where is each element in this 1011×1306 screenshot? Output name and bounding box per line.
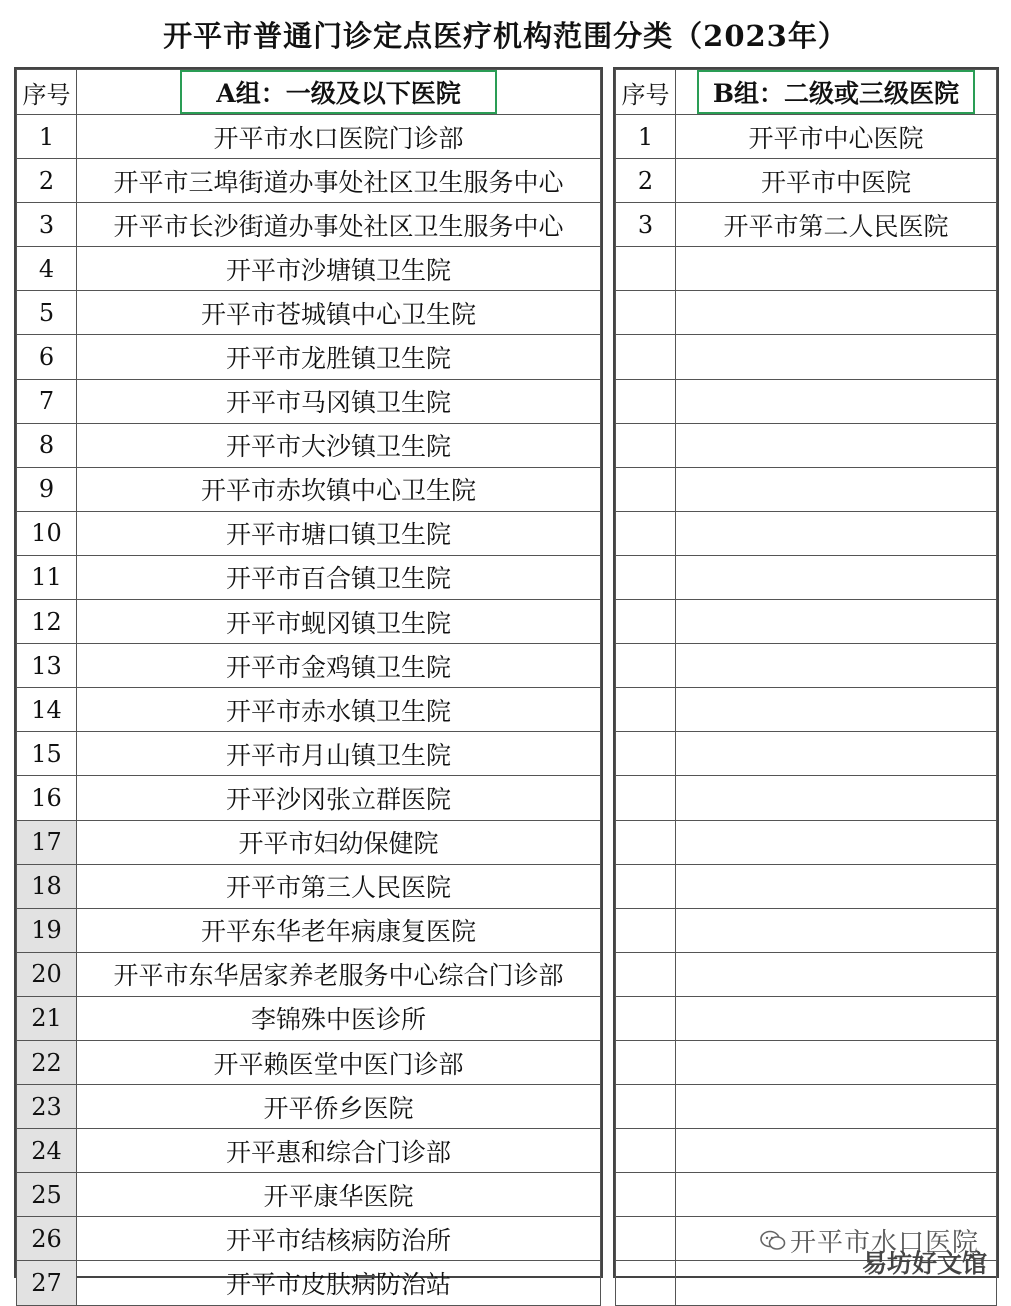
row-institution-name [676, 820, 997, 864]
table-row [17, 291, 601, 335]
row-institution-name [676, 555, 997, 599]
group-a-header-label: A组：一级及以下医院 [216, 79, 461, 108]
table-row [616, 732, 997, 776]
table-row [17, 688, 601, 732]
row-institution-name: 开平沙冈张立群医院 [77, 776, 601, 820]
row-number: 14 [17, 688, 77, 732]
row-institution-name: 开平市沙塘镇卫生院 [77, 247, 601, 291]
group-b-col-num-header: 序号 [616, 70, 676, 115]
row-institution-name: 开平市赤水镇卫生院 [77, 688, 601, 732]
table-row [616, 1129, 997, 1173]
table-row [17, 335, 601, 379]
table-row [17, 732, 601, 776]
table-row [616, 820, 997, 864]
row-number [616, 1173, 676, 1217]
row-number: 4 [17, 247, 77, 291]
wechat-icon [760, 1229, 786, 1259]
row-number: 2 [616, 159, 676, 203]
row-institution-name [676, 1129, 997, 1173]
table-row [616, 776, 997, 820]
group-a-table [14, 67, 603, 1299]
table-row [17, 1173, 601, 1217]
table-row [616, 1173, 997, 1217]
row-number [616, 776, 676, 820]
table-row [616, 115, 997, 159]
table-row [616, 1040, 997, 1084]
row-institution-name [676, 864, 997, 908]
row-institution-name: 开平市长沙街道办事处社区卫生服务中心 [77, 203, 601, 247]
row-number: 8 [17, 423, 77, 467]
row-number: 19 [17, 908, 77, 952]
row-institution-name [676, 996, 997, 1040]
row-institution-name: 开平市大沙镇卫生院 [77, 423, 601, 467]
row-number: 18 [17, 864, 77, 908]
row-number: 20 [17, 952, 77, 996]
table-row [17, 864, 601, 908]
row-number [616, 555, 676, 599]
table-row [17, 820, 601, 864]
row-institution-name: 开平市蚬冈镇卫生院 [77, 600, 601, 644]
row-number: 2 [17, 159, 77, 203]
row-institution-name: 开平市妇幼保健院 [77, 820, 601, 864]
row-institution-name: 开平侨乡医院 [77, 1085, 601, 1129]
row-number [616, 291, 676, 335]
table-row [17, 952, 601, 996]
row-institution-name [676, 732, 997, 776]
row-number: 13 [17, 644, 77, 688]
table-row [17, 203, 601, 247]
table-row [17, 1085, 601, 1129]
table-row [616, 644, 997, 688]
table-row [616, 555, 997, 599]
row-institution-name: 开平市第三人民医院 [77, 864, 601, 908]
row-number: 12 [17, 600, 77, 644]
row-number [616, 379, 676, 423]
row-number: 7 [17, 379, 77, 423]
row-number: 15 [17, 732, 77, 776]
row-number: 1 [616, 115, 676, 159]
table-row [17, 600, 601, 644]
row-number: 10 [17, 511, 77, 555]
row-institution-name: 开平市中心医院 [676, 115, 997, 159]
row-number: 22 [17, 1040, 77, 1084]
row-institution-name: 开平市第二人民医院 [676, 203, 997, 247]
row-institution-name [676, 688, 997, 732]
row-number [616, 511, 676, 555]
table-row [17, 1129, 601, 1173]
row-number: 17 [17, 820, 77, 864]
row-number: 9 [17, 467, 77, 511]
row-institution-name: 开平市皮肤病防治站 [77, 1261, 601, 1305]
row-number [616, 732, 676, 776]
row-institution-name [676, 423, 997, 467]
row-institution-name [676, 335, 997, 379]
row-institution-name: 开平市东华居家养老服务中心综合门诊部 [77, 952, 601, 996]
row-number: 3 [17, 203, 77, 247]
row-institution-name: 开平市金鸡镇卫生院 [77, 644, 601, 688]
table-row [17, 423, 601, 467]
row-number [616, 1040, 676, 1084]
row-number [616, 688, 676, 732]
row-institution-name: 开平惠和综合门诊部 [77, 1129, 601, 1173]
row-institution-name [676, 467, 997, 511]
row-number [616, 247, 676, 291]
table-row [17, 159, 601, 203]
row-number: 23 [17, 1085, 77, 1129]
table-row [616, 996, 997, 1040]
table-row [616, 600, 997, 644]
row-number [616, 600, 676, 644]
group-a-col-num-header: 序号 [17, 70, 77, 115]
row-institution-name [676, 379, 997, 423]
table-row [17, 555, 601, 599]
row-institution-name [676, 1173, 997, 1217]
page-title: 开平市普通门诊定点医疗机构范围分类（2023年） [163, 19, 848, 53]
row-number: 24 [17, 1129, 77, 1173]
table-row [17, 996, 601, 1040]
row-number: 16 [17, 776, 77, 820]
table-row [616, 379, 997, 423]
row-institution-name [676, 247, 997, 291]
row-institution-name: 开平市百合镇卫生院 [77, 555, 601, 599]
table-row [616, 1085, 997, 1129]
row-number [616, 1085, 676, 1129]
row-institution-name: 李锦殊中医诊所 [77, 996, 601, 1040]
row-number [616, 467, 676, 511]
row-institution-name [676, 776, 997, 820]
row-number [616, 644, 676, 688]
row-institution-name [676, 1085, 997, 1129]
group-a-header-box [180, 70, 496, 114]
table-row [616, 467, 997, 511]
row-institution-name: 开平市马冈镇卫生院 [77, 379, 601, 423]
row-institution-name: 开平市龙胜镇卫生院 [77, 335, 601, 379]
table-row [17, 776, 601, 820]
table-row [17, 115, 601, 159]
row-number: 6 [17, 335, 77, 379]
table-row [17, 1040, 601, 1084]
table-row [616, 688, 997, 732]
row-number [616, 335, 676, 379]
row-institution-name [676, 511, 997, 555]
row-institution-name: 开平市水口医院门诊部 [77, 115, 601, 159]
row-number: 25 [17, 1173, 77, 1217]
row-number [616, 908, 676, 952]
row-institution-name [676, 644, 997, 688]
row-number: 27 [17, 1261, 77, 1305]
row-institution-name: 开平康华医院 [77, 1173, 601, 1217]
watermark-line2: 易坊好文馆 [862, 1249, 988, 1278]
group-b-table [613, 67, 999, 1278]
table-row [616, 864, 997, 908]
row-institution-name: 开平市月山镇卫生院 [77, 732, 601, 776]
row-institution-name [676, 952, 997, 996]
row-institution-name [676, 908, 997, 952]
table-row [17, 644, 601, 688]
table-row [17, 1261, 601, 1305]
group-a-name-header [77, 70, 601, 115]
table-row [616, 423, 997, 467]
row-number [616, 820, 676, 864]
table-row [17, 1217, 601, 1261]
row-number [616, 1261, 676, 1305]
row-number: 3 [616, 203, 676, 247]
row-institution-name [676, 1040, 997, 1084]
row-number: 26 [17, 1217, 77, 1261]
row-number: 21 [17, 996, 77, 1040]
row-institution-name: 开平市三埠街道办事处社区卫生服务中心 [77, 159, 601, 203]
row-number [616, 1129, 676, 1173]
table-row [616, 159, 997, 203]
row-number: 1 [17, 115, 77, 159]
table-row [616, 247, 997, 291]
table-row [17, 467, 601, 511]
row-institution-name: 开平市结核病防治所 [77, 1217, 601, 1261]
group-b-header-row [616, 70, 997, 115]
table-row [17, 908, 601, 952]
row-institution-name: 开平东华老年病康复医院 [77, 908, 601, 952]
row-institution-name: 开平市苍城镇中心卫生院 [77, 291, 601, 335]
group-b-name-header [676, 70, 997, 115]
table-row [616, 908, 997, 952]
group-a-header-row [17, 70, 601, 115]
table-row [616, 291, 997, 335]
row-institution-name: 开平市赤坎镇中心卫生院 [77, 467, 601, 511]
row-number [616, 423, 676, 467]
group-b-header-label: B组：二级或三级医院 [712, 79, 960, 108]
row-institution-name: 开平赖医堂中医门诊部 [77, 1040, 601, 1084]
row-institution-name: 开平市塘口镇卫生院 [77, 511, 601, 555]
table-row [616, 203, 997, 247]
table-row [616, 335, 997, 379]
row-institution-name: 开平市中医院 [676, 159, 997, 203]
group-b-header-box [697, 70, 975, 114]
table-row [17, 247, 601, 291]
row-number [616, 1217, 676, 1261]
table-row [616, 511, 997, 555]
row-number [616, 996, 676, 1040]
row-institution-name [676, 291, 997, 335]
row-institution-name [676, 600, 997, 644]
table-row [17, 511, 601, 555]
table-row [616, 952, 997, 996]
table-row [17, 379, 601, 423]
watermark-line1: 开平市水口医院 [790, 1228, 980, 1258]
row-number: 5 [17, 291, 77, 335]
row-number: 11 [17, 555, 77, 599]
row-number [616, 952, 676, 996]
row-number [616, 864, 676, 908]
